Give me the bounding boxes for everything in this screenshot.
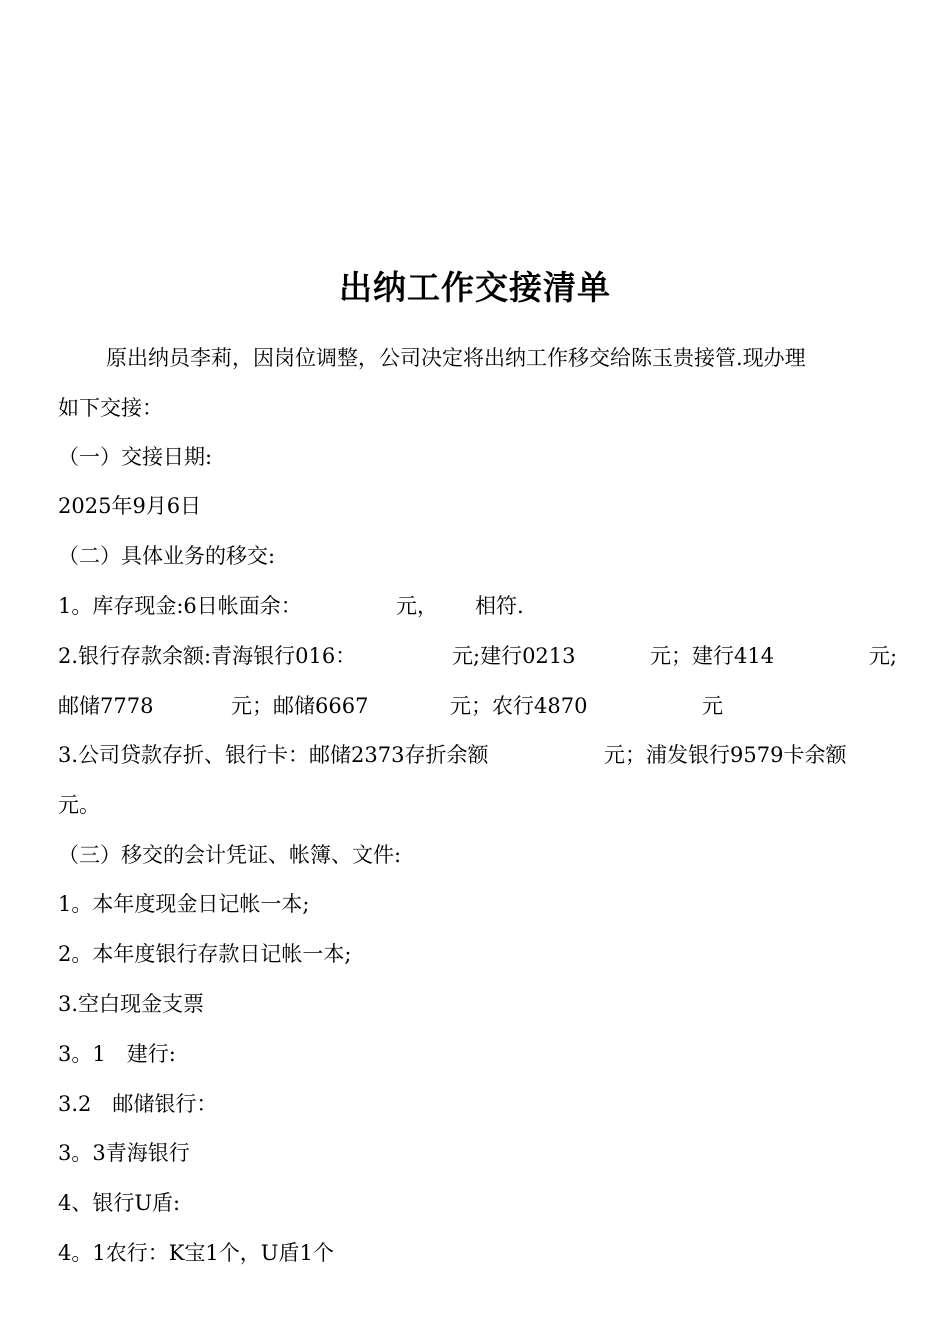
list-item: 4、银行U盾: bbox=[58, 1191, 181, 1215]
bank-balance-abc-unit: 元 bbox=[702, 694, 723, 718]
list-item: 3。1 建行: bbox=[58, 1042, 176, 1066]
bank-balance-ccb-414-unit: 元; bbox=[869, 644, 898, 668]
loan-passbook-label: 3.公司贷款存折、银行卡：邮储2373存折余额 bbox=[58, 743, 489, 767]
handover-date: 2025年9月6日 bbox=[58, 494, 202, 518]
bank-balance-ccb-0213: 元;建行0213 bbox=[452, 644, 576, 668]
document-title: 出纳工作交接清单 bbox=[339, 268, 611, 307]
list-item: 1。本年度现金日记帐一本; bbox=[58, 892, 310, 916]
bank-balance-qinghai: 2.银行存款余额:青海银行016： bbox=[58, 644, 357, 668]
intro-line-2: 如下交接： bbox=[58, 396, 163, 420]
intro-line-1: 原出纳员李莉，因岗位调整，公司决定将出纳工作移交给陈玉贵接管.现办理 bbox=[106, 346, 806, 370]
section-heading-documents: （三）移交的会计凭证、帐簿、文件: bbox=[58, 843, 402, 867]
bank-balance-psbc-7778: 邮储7778 bbox=[58, 694, 154, 718]
list-item: 3。3青海银行 bbox=[58, 1141, 190, 1165]
bank-balance-psbc-6667: 元；邮储6667 bbox=[231, 694, 369, 718]
bank-balance-ccb-414: 元；建行414 bbox=[650, 644, 775, 668]
spdb-card-unit: 元。 bbox=[58, 793, 100, 817]
list-item: 4。1农行：K宝1个，U盾1个 bbox=[58, 1241, 334, 1265]
cash-balance-unit: 元， bbox=[396, 594, 438, 618]
section-heading-business: （二）具体业务的移交: bbox=[58, 544, 276, 568]
cash-balance-label: 1。库存现金:6日帐面余： bbox=[58, 594, 302, 618]
list-item: 3.空白现金支票 bbox=[58, 992, 205, 1016]
list-item: 2。本年度银行存款日记帐一本; bbox=[58, 942, 352, 966]
cash-balance-match: 相符. bbox=[475, 594, 524, 618]
section-heading-date: （一）交接日期: bbox=[58, 445, 213, 469]
list-item: 3.2 邮储银行： bbox=[58, 1092, 218, 1116]
bank-balance-abc-4870: 元；农行4870 bbox=[450, 694, 588, 718]
spdb-card-label: 元；浦发银行9579卡余额 bbox=[604, 743, 847, 767]
